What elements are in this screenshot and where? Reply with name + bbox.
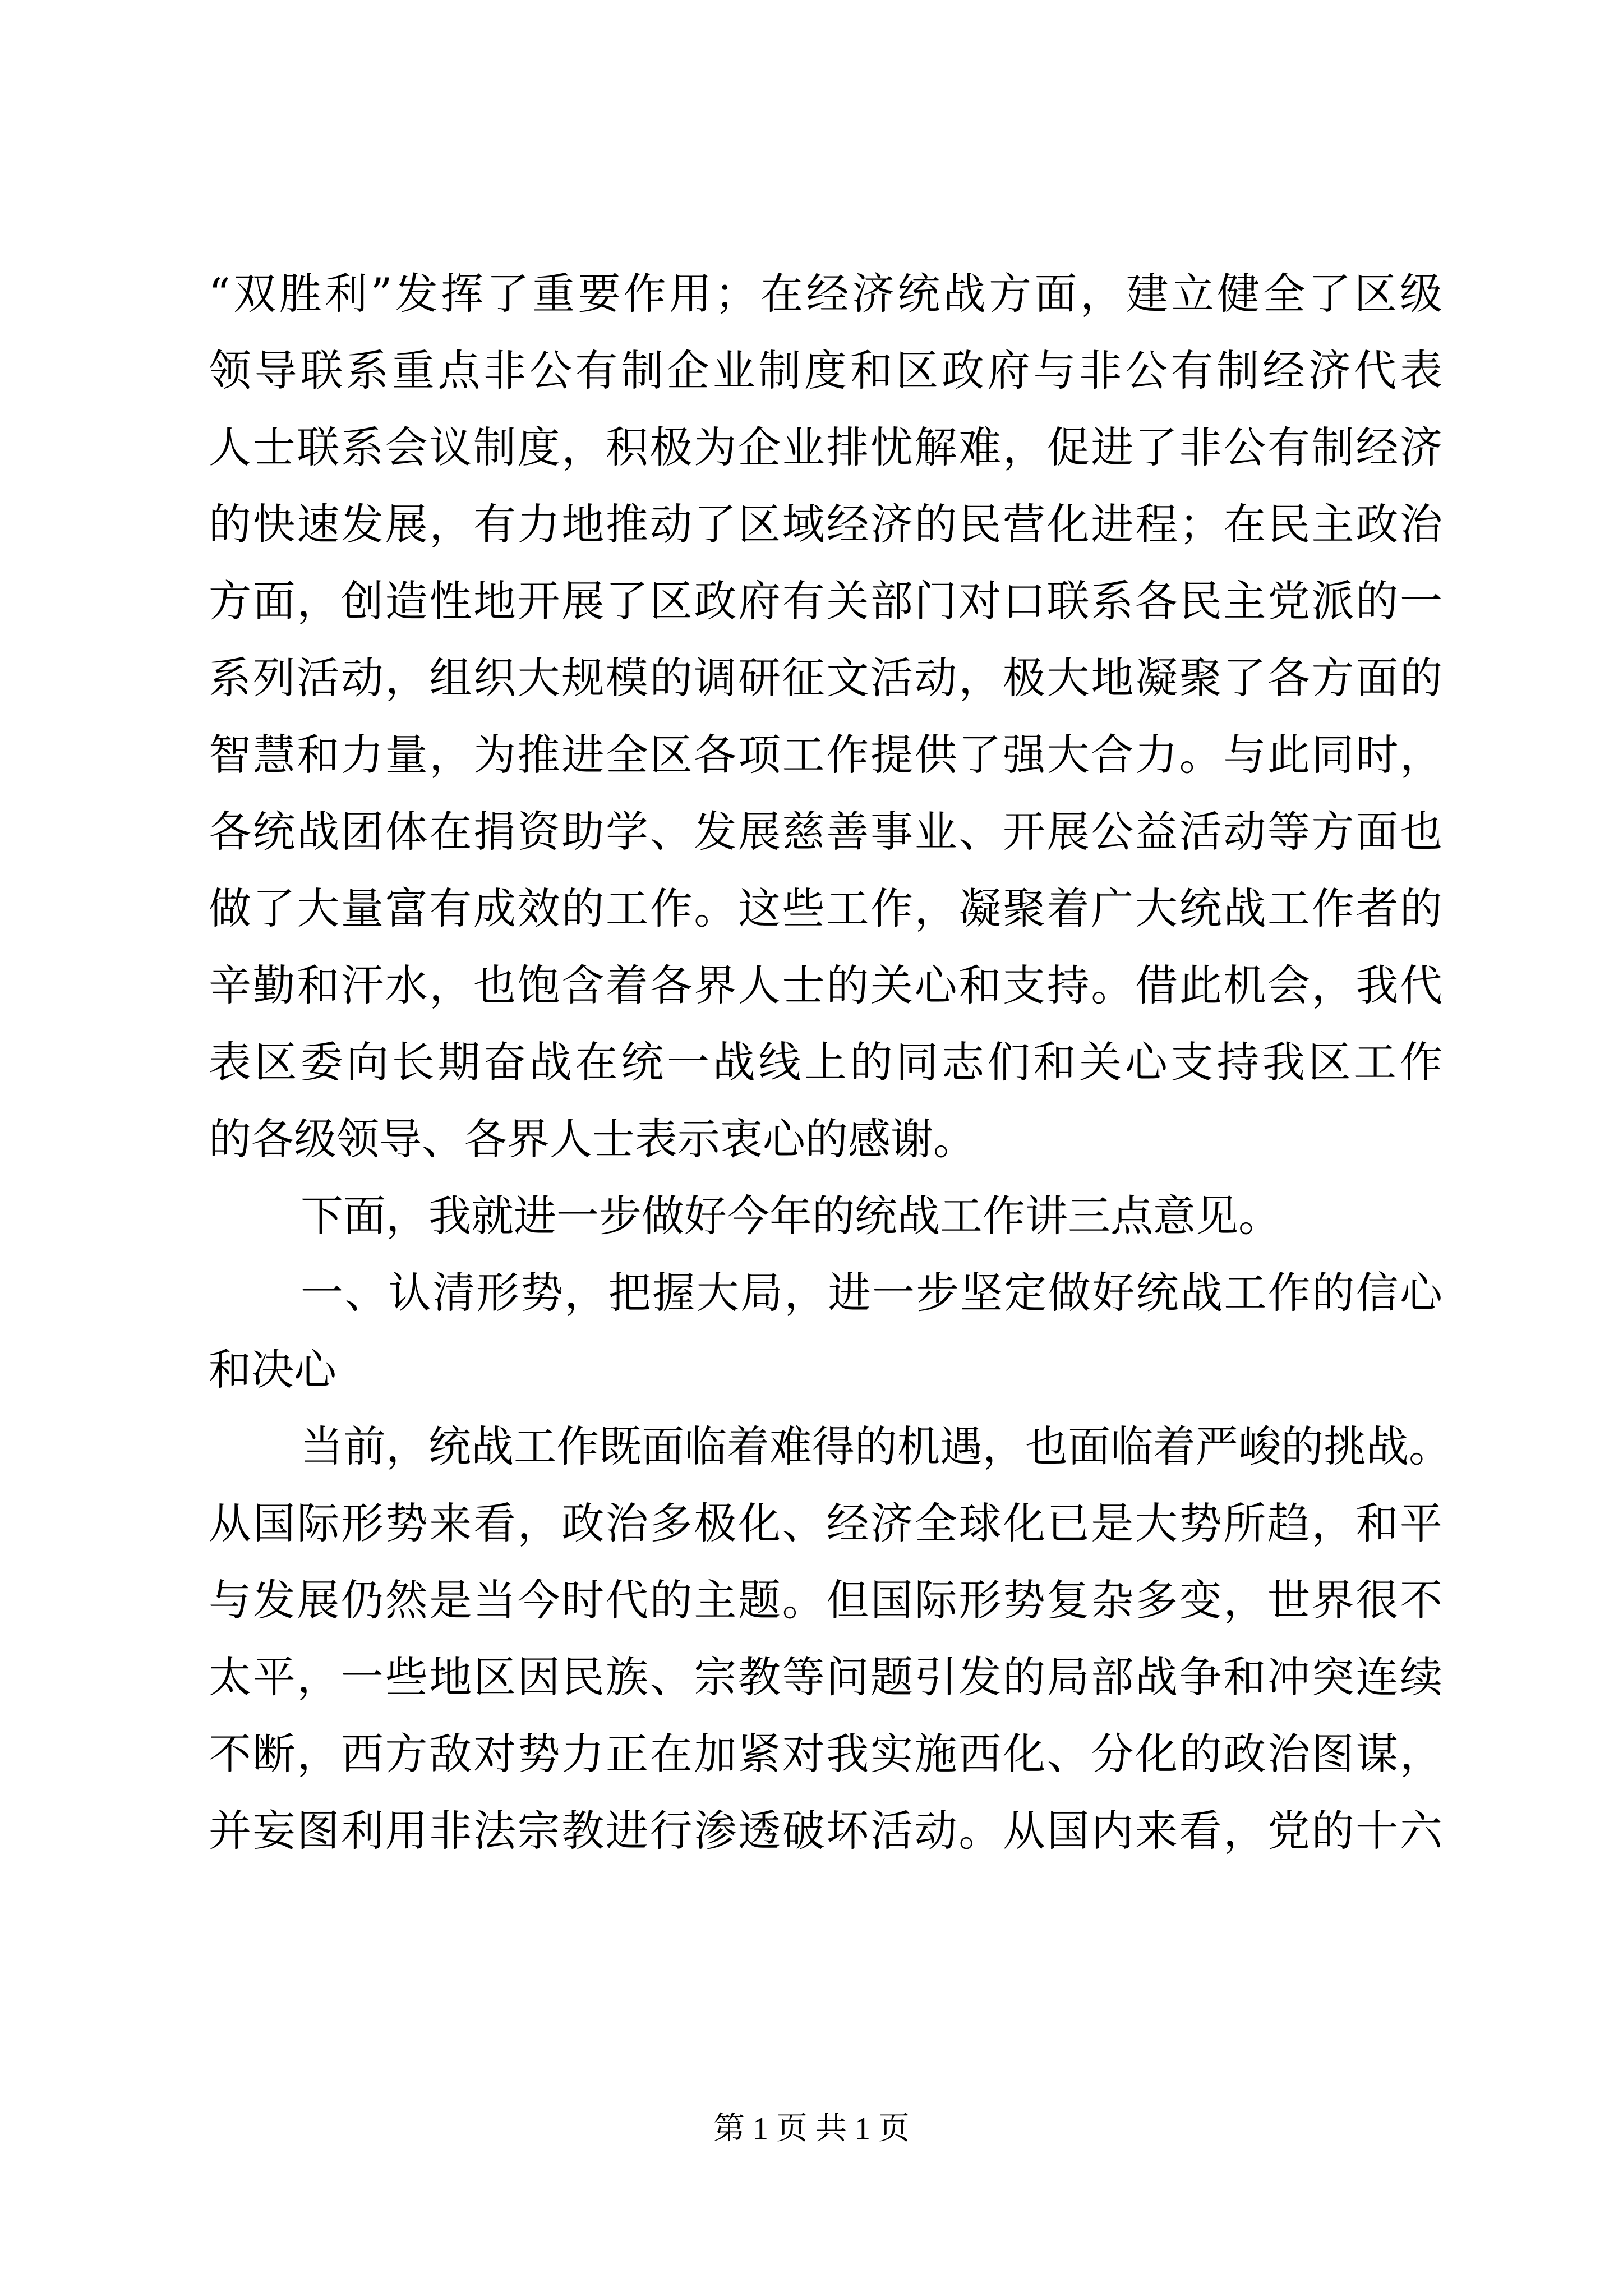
text-line: 系列活动，组织大规模的调研征文活动，极大地凝聚了各方面的 [209,653,1442,703]
text-line: 各统战团体在捐资助学、发展慈善事业、开展公益活动等方面也 [209,807,1442,857]
text-line: 太平，一些地区因民族、宗教等问题引发的局部战争和冲突连续 [209,1652,1442,1702]
text-line: 做了大量富有成效的工作。这些工作，凝聚着广大统战工作者的 [209,884,1442,933]
text-line: 并妄图利用非法宗教进行渗透破坏活动。从国内来看，党的十六 [209,1806,1442,1856]
text-line: 方面，创造性地开展了区政府有关部门对口联系各民主党派的一 [209,576,1442,626]
text-line: “双胜利”发挥了重要作用；在经济统战方面，建立健全了区级 [209,269,1442,319]
text-line: 从国际形势来看，政治多极化、经济全球化已是大势所趋，和平 [209,1498,1442,1548]
text-line: 辛勤和汗水，也饱含着各界人士的关心和支持。借此机会，我代 [209,960,1442,1010]
text-line: 不断，西方敌对势力正在加紧对我实施西化、分化的政治图谋， [209,1729,1442,1779]
text-line: 表区委向长期奋战在统一战线上的同志们和关心支持我区工作 [209,1037,1442,1087]
text-line: 的快速发展，有力地推动了区域经济的民营化进程；在民主政治 [209,499,1442,549]
text-line: 与发展仍然是当今时代的主题。但国际形势复杂多变，世界很不 [209,1575,1442,1625]
section-heading: 一、认清形势，把握大局，进一步坚定做好统战工作的信心 [301,1268,1442,1318]
text-line: 人士联系会议制度，积极为企业排忧解难，促进了非公有制经济 [209,422,1442,472]
text-line: 的各级领导、各界人士表示衷心的感谢。 [209,1114,976,1164]
document-body [209,255,1451,1869]
section-heading-continued: 和决心 [209,1345,336,1395]
text-line: 下面，我就进一步做好今年的统战工作讲三点意见。 [301,1191,1281,1241]
text-line: 智慧和力量，为推进全区各项工作提供了强大合力。与此同时， [209,730,1442,780]
page-number-footer: 第 1 页 共 1 页 [713,2111,910,2146]
text-line: 领导联系重点非公有制企业制度和区政府与非公有制经济代表 [209,346,1442,395]
text-line: 当前，统战工作既面临着难得的机遇，也面临着严峻的挑战。 [301,1421,1451,1471]
